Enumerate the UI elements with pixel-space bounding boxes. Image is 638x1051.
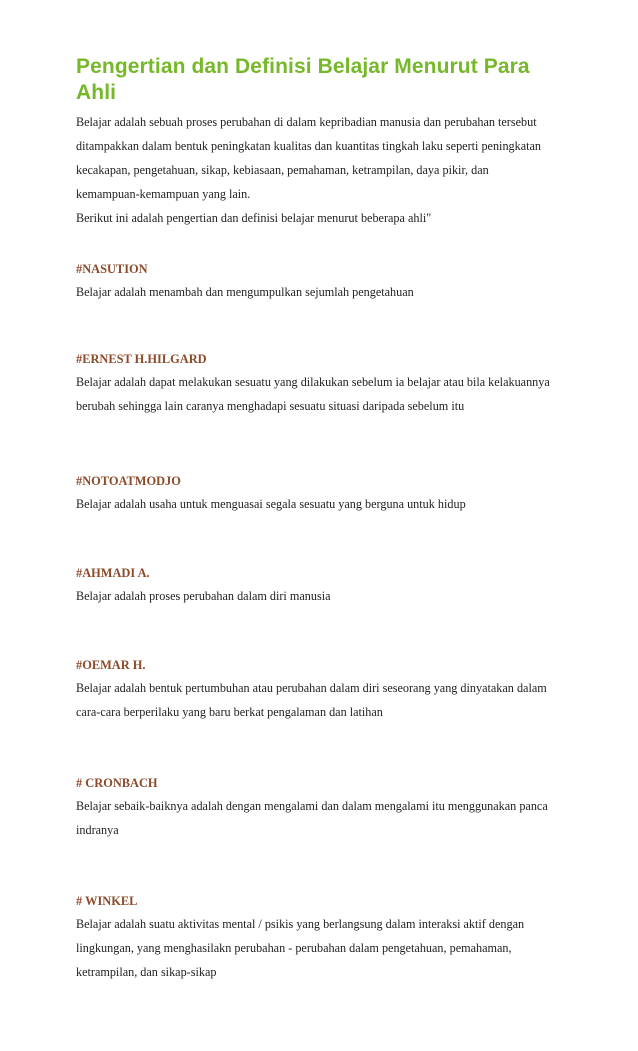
section-notoatmodjo [76, 471, 566, 516]
section-text: Belajar sebaik-baiknya adalah dengan mengalami dan dalam mengalami itu menggunakan panca indranya [76, 799, 548, 837]
section-heading: # WINKEL [76, 894, 138, 908]
section-text: Belajar adalah dapat melakukan sesuatu yang dilakukan sebelum ia belajar atau bila kelakuannya berubah sehingga lain caranya menghadapi sesuatu situasi daripada sebelum itu [76, 375, 550, 413]
section-nasution [76, 259, 566, 304]
section-cronbach [76, 773, 566, 842]
document-title: Pengertian dan Definisi Belajar Menurut Para Ahli [76, 55, 530, 104]
intro-paragraph: Belajar adalah sebuah proses perubahan di dalam kepribadian manusia dan perubahan tersebut ditampakkan dalam bentuk peningkatan kualitas dan kuantitas tingkah laku seperti peningkatan kecakapan, pengetahuan, sikap, kebiasaan, pemahaman, ketrampilan, daya pikir, dan kemampuan-kemampuan yang lain. Berikut ini adalah pengertian dan definisi belajar menurut beberapa ahli" [76, 115, 542, 225]
section-winkel [76, 891, 566, 984]
section-heading: #ERNEST H.HILGARD [76, 352, 207, 366]
section-text: Belajar adalah menambah dan mengumpulkan sejumlah pengetahuan [76, 285, 414, 299]
section-text: Belajar adalah bentuk pertumbuhan atau perubahan dalam diri seseorang yang dinyatakan dalam cara-cara berperilaku yang baru berkat pengalaman dan latihan [76, 681, 547, 719]
section-heading: #AHMADI A. [76, 566, 150, 580]
section-ernest-hilgard [76, 349, 566, 418]
section-heading: # CRONBACH [76, 776, 158, 790]
section-heading: #NASUTION [76, 262, 148, 276]
section-text: Belajar adalah proses perubahan dalam diri manusia [76, 589, 331, 603]
document-page [76, 54, 566, 230]
section-text: Belajar adalah suatu aktivitas mental / psikis yang berlangsung dalam interaksi aktif dengan lingkungan, yang menghasilakn perubahan - perubahan dalam pengetahuan, pemahaman, ketrampilan, dan sikap-sikap [76, 917, 525, 979]
section-heading: #OEMAR H. [76, 658, 146, 672]
section-oemar [76, 655, 566, 724]
section-ahmadi [76, 563, 566, 608]
section-heading: #NOTOATMODJO [76, 474, 181, 488]
section-text: Belajar adalah usaha untuk menguasai segala sesuatu yang berguna untuk hidup [76, 497, 466, 511]
